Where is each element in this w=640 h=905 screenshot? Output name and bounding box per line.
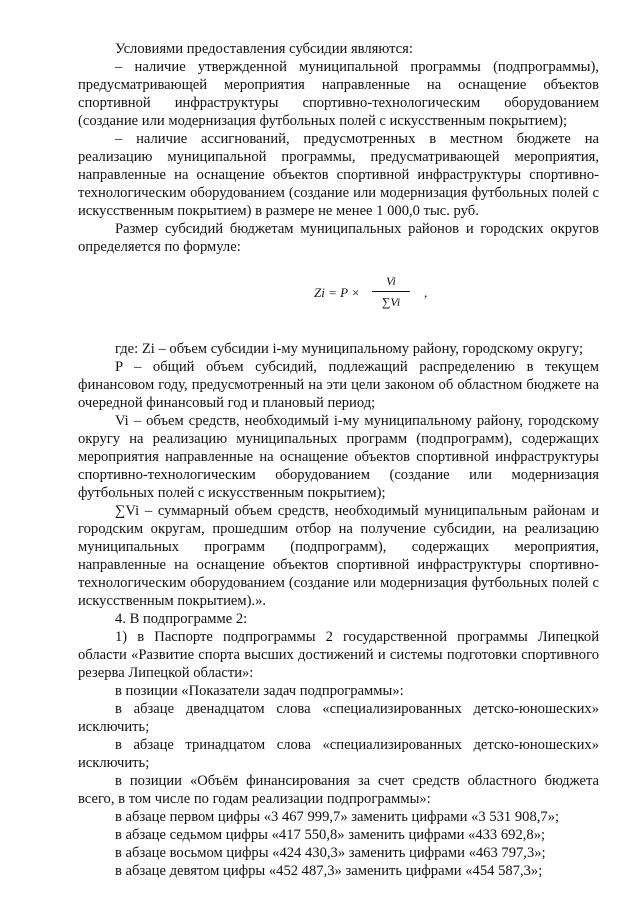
formula-denominator: ∑Vi	[381, 295, 401, 309]
paragraph-para-13: в абзаце тринадцатом слова «специализированных детско-юношеских» исключить;	[78, 737, 599, 771]
paragraph-para-12: в абзаце двенадцатом слова «специализированных детско-юношеских» исключить;	[78, 701, 599, 735]
paragraph-conditions-heading: Условиями предоставления субсидии являются:	[115, 41, 413, 57]
document-page	[78, 40, 599, 880]
fraction-bar	[372, 291, 410, 292]
paragraph-passport: 1) в Паспорте подпрограммы 2 государственной программы Липецкой области «Развитие спорта высших достижений и системы подготовки спортивного резерва Липецкой области»:	[78, 629, 599, 681]
paragraph-def-vi: Vi – объем средств, необходимый i-му муниципальному району, городскому округу на реализацию муниципальных программ (подпрограмм), содержащих мероприятия направленные на оснащение объектов спортивной инфраструктуры спортивно-технологическим оборудованием (создание или модернизация футбольных полей с искусственным покрытием);	[78, 413, 599, 501]
paragraph-change-1: в абзаце первом цифры «3 467 999,7» заменить цифрами «3 531 908,7»;	[115, 809, 560, 825]
paragraph-subprogram-2: 4. В подпрограмме 2:	[115, 611, 248, 627]
paragraph-change-8: в абзаце восьмом цифры «424 430,3» заменить цифрами «463 797,3»;	[115, 845, 546, 861]
formula-lhs: Zi = P ×	[314, 285, 360, 300]
paragraph-def-sum-vi: ∑Vi – суммарный объем средств, необходимый муниципальным районам и городским округам, прошедшим отбор на получение субсидии, на реализацию муниципальных программ (подпрограмм), содержащих мероприятия, направленные на оснащение объектов спортивной инфраструктуры спортивно-технологическим оборудованием (создание или модернизация футбольных полей с искусственным покрытием).».	[78, 503, 599, 609]
formula-trailing: ,	[424, 285, 428, 300]
formula-block	[78, 262, 599, 330]
paragraph-condition-2: – наличие ассигнований, предусмотренных в местном бюджете на реализацию муниципальной программы, предусматривающей мероприятия, направленные на оснащение объектов спортивной инфраструктуры спортивно-технологическим оборудованием (создание или модернизация футбольных полей с искусственным покрытием) в размере не менее 1 000,0 тыс. руб.	[78, 131, 599, 219]
paragraph-def-p: P – общий объем субсидий, подлежащий распределению в текущем финансовом году, предусмотренный на эти цели законом об областном бюджете на очередной финансовый год и плановый период;	[78, 359, 599, 411]
paragraph-indicators-position: в позиции «Показатели задач подпрограммы»:	[115, 683, 404, 699]
formula-fraction	[372, 272, 410, 311]
formula-numerator: Vi	[386, 274, 396, 288]
paragraph-formula-intro: Размер субсидий бюджетам муниципальных районов и городских округов определяется по формуле:	[78, 221, 599, 255]
formula-expression	[314, 270, 434, 318]
paragraph-condition-1: – наличие утвержденной муниципальной программы (подпрограммы), предусматривающей мероприятия направленные на оснащение объектов спортивной инфраструктуры спортивно-технологическим оборудованием (создание или модернизация футбольных полей с искусственным покрытием);	[78, 59, 599, 129]
paragraph-funding-position: в позиции «Объём финансирования за счет средств областного бюджета всего, в том числе по годам реализации подпрограммы»:	[78, 773, 599, 807]
paragraph-def-zi: где: Zi – объем субсидии i-му муниципальному району, городскому округу;	[115, 341, 584, 357]
paragraph-change-9: в абзаце девятом цифры «452 487,3» заменить цифрами «454 587,3»;	[115, 863, 543, 879]
paragraph-change-7: в абзаце седьмом цифры «417 550,8» заменить цифрами «433 692,8»;	[115, 827, 546, 843]
